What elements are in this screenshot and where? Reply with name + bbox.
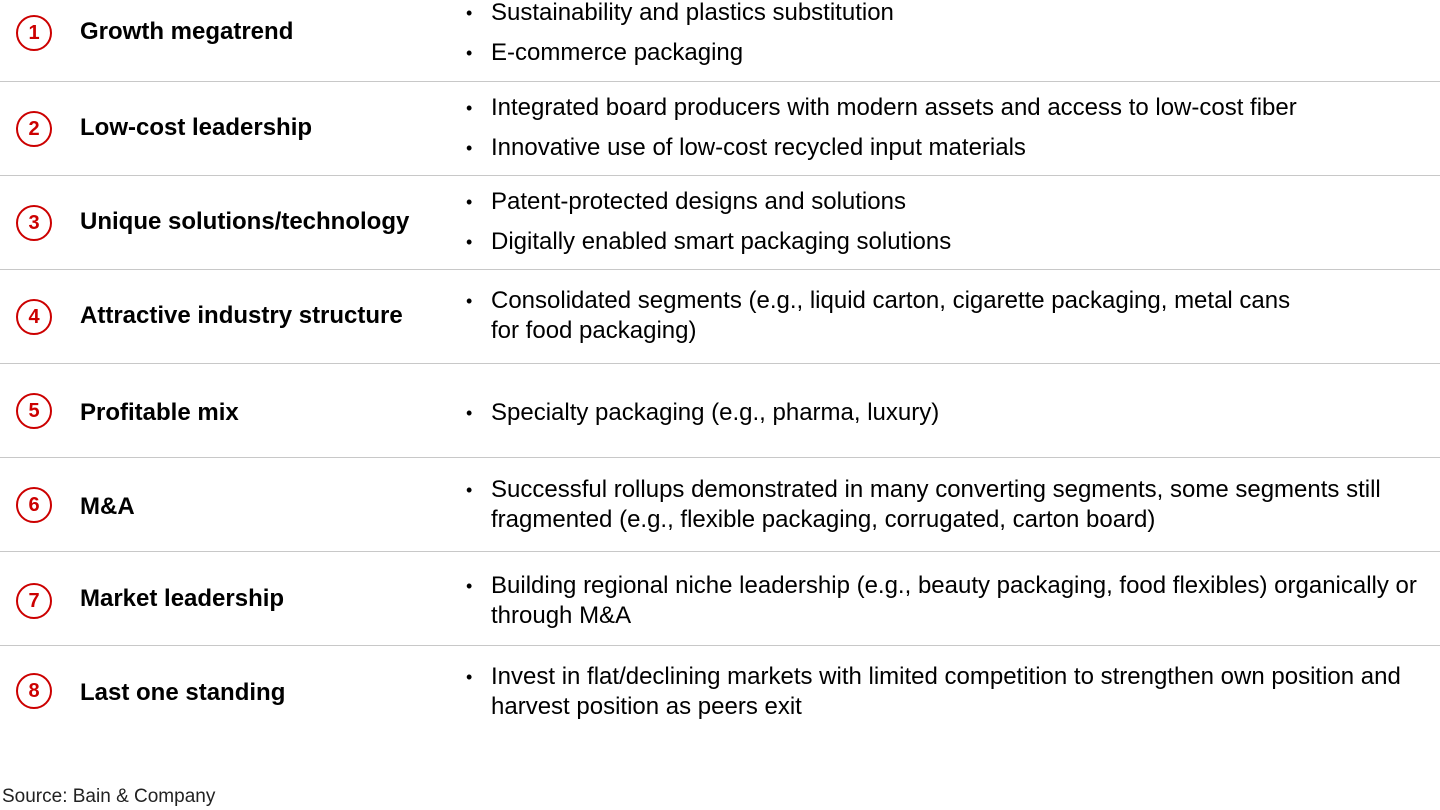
bullet-icon: • <box>466 576 473 596</box>
bullet-icon: • <box>466 138 473 158</box>
table-row <box>0 458 1440 552</box>
bullet-icon: • <box>466 3 473 23</box>
row-number-badge: 8 <box>16 673 52 709</box>
bullet-list <box>466 662 1420 722</box>
row-number-badge: 1 <box>16 15 52 51</box>
list-item: • E-commerce packaging <box>466 39 744 66</box>
bullet-list <box>466 571 1420 631</box>
bullet-icon: • <box>466 43 473 63</box>
bullet-list <box>466 0 1420 68</box>
row-number-badge: 4 <box>16 299 52 335</box>
source-note: Source: Bain & Company <box>2 786 216 807</box>
row-number-badge: 6 <box>16 487 52 523</box>
list-item: • Consolidated segments (e.g., liquid carton, cigarette packaging, metal cans for food packaging) <box>466 287 1291 344</box>
row-label: Profitable mix <box>80 399 239 426</box>
bullet-icon: • <box>466 98 473 118</box>
row-number-badge: 2 <box>16 111 52 147</box>
row-number-badge: 7 <box>16 583 52 619</box>
list-item: • Sustainability and plastics substitution <box>466 0 894 26</box>
list-item: • Patent-protected designs and solutions <box>466 188 906 215</box>
row-label: Growth megatrend <box>80 18 294 45</box>
bullet-icon: • <box>466 291 473 311</box>
row-number-badge: 5 <box>16 393 52 429</box>
row-label: Last one standing <box>80 679 286 706</box>
bullet-icon: • <box>466 403 473 423</box>
table-row <box>0 646 1440 756</box>
list-item: • Successful rollups demonstrated in many converting segments, some segments still fragmented (e.g., flexible packaging, corrugated, carton board) <box>466 476 1381 533</box>
table-row <box>0 270 1440 364</box>
row-label: Low-cost leadership <box>80 114 313 141</box>
list-item: • Digitally enabled smart packaging solutions <box>466 228 952 255</box>
row-label: Attractive industry structure <box>80 302 403 329</box>
bullet-icon: • <box>466 232 473 252</box>
row-label: M&A <box>80 493 135 520</box>
bullet-list <box>466 286 1318 346</box>
table-row <box>0 364 1440 458</box>
bullet-icon: • <box>466 667 473 687</box>
list-item: • Invest in flat/declining markets with limited competition to strengthen own position and harvest position as peers exit <box>466 663 1401 720</box>
bullet-list <box>466 187 1420 257</box>
bullet-list <box>466 475 1420 535</box>
list-item: • Integrated board producers with modern assets and access to low-cost fiber <box>466 94 1297 121</box>
bullet-icon: • <box>466 480 473 500</box>
table-row <box>0 552 1440 646</box>
row-label: Market leadership <box>80 585 285 612</box>
bullet-icon: • <box>466 192 473 212</box>
table-row <box>0 176 1440 270</box>
list-item: • Specialty packaging (e.g., pharma, luxury) <box>466 399 940 426</box>
bullet-list <box>466 93 1420 163</box>
list-item: • Innovative use of low-cost recycled input materials <box>466 134 1026 161</box>
row-label: Unique solutions/technology <box>80 208 410 235</box>
table-row <box>0 0 1440 82</box>
row-number-badge: 3 <box>16 205 52 241</box>
bullet-list <box>466 398 1420 428</box>
table-row <box>0 82 1440 176</box>
list-item: • Building regional niche leadership (e.g., beauty packaging, food flexibles) organically or through M&A <box>466 572 1417 629</box>
